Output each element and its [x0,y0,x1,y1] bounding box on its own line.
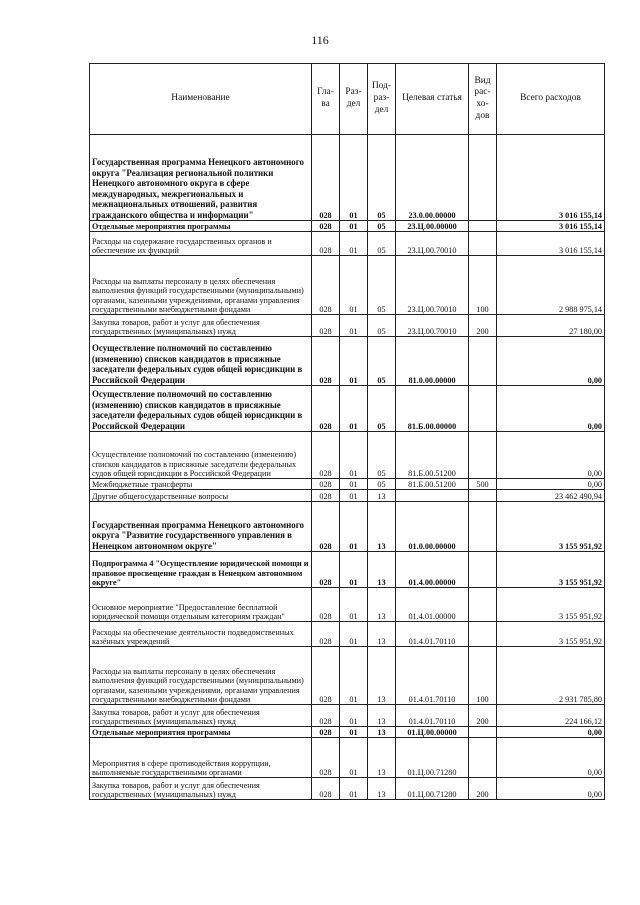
cell-total: 224 166,12 [497,705,605,727]
cell-expense-type [469,502,497,552]
cell-razdel: 01 [340,386,368,432]
cell-total: 0,00 [497,727,605,738]
cell-article: 23.Ц.00.70010 [396,232,469,256]
table-row [90,315,605,337]
table-row [90,232,605,256]
cell-total: 0,00 [497,778,605,800]
cell-article: 01.4.00.00000 [396,552,469,588]
cell-razdel: 01 [340,315,368,337]
table-row [90,386,605,432]
cell-total: 23 462 490,94 [497,490,605,502]
cell-glava: 028 [312,221,340,232]
cell-glava: 028 [312,727,340,738]
cell-article: 81.0.00.00000 [396,337,469,386]
cell-expense-type [469,727,497,738]
cell-article: 23.Ц.00.00000 [396,221,469,232]
cell-name: Осуществление полномочий по составлению (изменению) списков кандидатов в присяжные заседатели федеральных судов общей юрисдикции в Российской Федерации [90,432,312,479]
cell-name: Расходы на содержание государственных органов и обеспечение их функций [90,232,312,256]
cell-total: 3 155 951,92 [497,588,605,622]
cell-glava: 028 [312,337,340,386]
cell-podrazdel: 05 [368,432,396,479]
cell-glava: 028 [312,479,340,490]
cell-total: 3 016 155,14 [497,221,605,232]
cell-article: 01.4.01.00000 [396,588,469,622]
cell-name: Межбюджетные трансферты [90,479,312,490]
cell-podrazdel: 05 [368,221,396,232]
cell-expense-type [469,588,497,622]
cell-total: 3 155 951,92 [497,552,605,588]
table-row [90,622,605,647]
cell-article: 01.0.00.00000 [396,502,469,552]
cell-expense-type: 200 [469,315,497,337]
table-body [90,135,605,800]
cell-total: 0,00 [497,386,605,432]
cell-expense-type [469,490,497,502]
cell-podrazdel: 05 [368,232,396,256]
cell-expense-type: 500 [469,479,497,490]
cell-podrazdel: 13 [368,502,396,552]
cell-expense-type [469,738,497,778]
cell-razdel: 01 [340,221,368,232]
cell-razdel: 01 [340,552,368,588]
cell-name: Государственная программа Ненецкого автономного округа "Реализация региональной политики Ненецкого автономного округа в сфере международных, межрегиональных и межнациональных отношений, развития гражданского общества и информации" [90,135,312,221]
table-row [90,135,605,221]
cell-glava: 028 [312,315,340,337]
cell-glava: 028 [312,622,340,647]
cell-podrazdel: 13 [368,552,396,588]
cell-name: Осуществление полномочий по составлению (изменению) списков кандидатов в присяжные заседатели федеральных судов общей юрисдикции в Российской Федерации [90,386,312,432]
cell-total: 2 988 975,14 [497,256,605,315]
cell-total: 0,00 [497,738,605,778]
cell-razdel: 01 [340,135,368,221]
cell-name: Закупка товаров, работ и услуг для обеспечения государственных (муниципальных) нужд [90,705,312,727]
table-row [90,647,605,705]
col-header-expense-type: Вид рас-хо-дов [469,64,497,135]
table-row [90,778,605,800]
cell-total: 0,00 [497,432,605,479]
cell-razdel: 01 [340,738,368,778]
cell-article: 81.Б.00.51200 [396,432,469,479]
cell-razdel: 01 [340,256,368,315]
table-row [90,432,605,479]
col-header-razdel: Раз-дел [340,64,368,135]
table-row [90,588,605,622]
cell-total: 3 016 155,14 [497,135,605,221]
cell-expense-type [469,232,497,256]
budget-table [89,63,605,800]
table-row [90,727,605,738]
cell-article: 81.Б.00.00000 [396,386,469,432]
cell-expense-type [469,622,497,647]
cell-expense-type [469,552,497,588]
cell-expense-type [469,432,497,479]
cell-podrazdel: 05 [368,135,396,221]
cell-razdel: 01 [340,432,368,479]
cell-podrazdel: 13 [368,727,396,738]
cell-name: Подпрограмма 4 "Осуществление юридической помощи и правовое просвещение граждан в Ненецком автономном округе" [90,552,312,588]
cell-article [396,490,469,502]
cell-podrazdel: 13 [368,705,396,727]
header-row [90,64,605,135]
cell-expense-type [469,221,497,232]
cell-article: 01.Ц.00.00000 [396,727,469,738]
cell-razdel: 01 [340,727,368,738]
cell-expense-type [469,386,497,432]
cell-razdel: 01 [340,479,368,490]
col-header-glava: Гла-ва [312,64,340,135]
cell-razdel: 01 [340,232,368,256]
cell-article: 81.Б.00.51200 [396,479,469,490]
cell-article: 01.4.01.70110 [396,622,469,647]
cell-podrazdel: 05 [368,386,396,432]
cell-razdel: 01 [340,705,368,727]
cell-name: Закупка товаров, работ и услуг для обеспечения государственных (муниципальных) нужд [90,778,312,800]
cell-name: Закупка товаров, работ и услуг для обеспечения государственных (муниципальных) нужд [90,315,312,337]
table-row [90,705,605,727]
cell-glava: 028 [312,588,340,622]
table-row [90,552,605,588]
table-row [90,221,605,232]
cell-article: 01.4.01.70110 [396,647,469,705]
cell-razdel: 01 [340,622,368,647]
table-row [90,738,605,778]
page-number: 116 [311,33,329,47]
cell-podrazdel: 05 [368,315,396,337]
cell-podrazdel: 05 [368,337,396,386]
cell-glava: 028 [312,386,340,432]
cell-glava: 028 [312,778,340,800]
table-row [90,490,605,502]
cell-glava: 028 [312,256,340,315]
cell-total: 0,00 [497,337,605,386]
col-header-name: Наименование [90,64,312,135]
cell-glava: 028 [312,135,340,221]
cell-glava: 028 [312,647,340,705]
cell-total: 2 931 785,80 [497,647,605,705]
cell-article: 01.4.01.70110 [396,705,469,727]
cell-name: Осуществление полномочий по составлению (изменению) списков кандидатов в присяжные заседатели федеральных судов общей юрисдикции в Российской Федерации [90,337,312,386]
cell-razdel: 01 [340,502,368,552]
cell-name: Другие общегосударственные вопросы [90,490,312,502]
cell-razdel: 01 [340,490,368,502]
cell-article: 23.Ц.00.70010 [396,256,469,315]
cell-expense-type [469,135,497,221]
col-header-article: Целевая статья [396,64,469,135]
cell-name: Мероприятия в сфере противодействия коррупции, выполняемые государственными органами [90,738,312,778]
cell-name: Основное мероприятие "Предоставление бесплатной юридической помощи отдельным категориям граждан" [90,588,312,622]
cell-total: 3 016 155,14 [497,232,605,256]
cell-podrazdel: 05 [368,479,396,490]
cell-article: 23.0.00.00000 [396,135,469,221]
cell-article: 01.Ц.00.71280 [396,738,469,778]
cell-name: Расходы на выплаты персоналу в целях обеспечения выполнения функций государственными (муниципальными) органами, казенными учреждениями, органами управления государственными внебюджетными фондами [90,647,312,705]
cell-podrazdel: 13 [368,647,396,705]
cell-glava: 028 [312,738,340,778]
cell-name: Отдельные мероприятия программы [90,221,312,232]
cell-podrazdel: 13 [368,778,396,800]
cell-glava: 028 [312,705,340,727]
col-header-podrazdel: Под-раз-дел [368,64,396,135]
table-row [90,479,605,490]
cell-name: Отдельные мероприятия программы [90,727,312,738]
cell-name: Расходы на выплаты персоналу в целях обеспечения выполнения функций государственными (муниципальными) органами, казенными учреждениями, органами управления государственными внебюджетными фондами [90,256,312,315]
cell-expense-type [469,337,497,386]
cell-podrazdel: 13 [368,588,396,622]
cell-expense-type: 100 [469,256,497,315]
cell-glava: 028 [312,232,340,256]
cell-razdel: 01 [340,588,368,622]
cell-article: 01.Ц.00.71280 [396,778,469,800]
cell-expense-type: 200 [469,778,497,800]
cell-glava: 028 [312,490,340,502]
cell-expense-type: 200 [469,705,497,727]
cell-expense-type: 100 [469,647,497,705]
cell-razdel: 01 [340,647,368,705]
cell-glava: 028 [312,432,340,479]
col-header-total: Всего расходов [497,64,605,135]
cell-razdel: 01 [340,337,368,386]
table-row [90,337,605,386]
cell-razdel: 01 [340,778,368,800]
cell-name: Расходы на обеспечение деятельности подведомственных казённых учреждений [90,622,312,647]
cell-glava: 028 [312,502,340,552]
cell-podrazdel: 13 [368,622,396,647]
cell-total: 0,00 [497,479,605,490]
cell-total: 3 155 951,92 [497,502,605,552]
cell-total: 27 180,00 [497,315,605,337]
cell-total: 3 155 951,92 [497,622,605,647]
cell-name: Государственная программа Ненецкого автономного округа "Развитие государственного управления в Ненецком автономном округе" [90,502,312,552]
table-row [90,502,605,552]
cell-podrazdel: 13 [368,490,396,502]
cell-glava: 028 [312,552,340,588]
cell-podrazdel: 13 [368,738,396,778]
table-row [90,256,605,315]
cell-article: 23.Ц.00.70010 [396,315,469,337]
cell-podrazdel: 05 [368,256,396,315]
